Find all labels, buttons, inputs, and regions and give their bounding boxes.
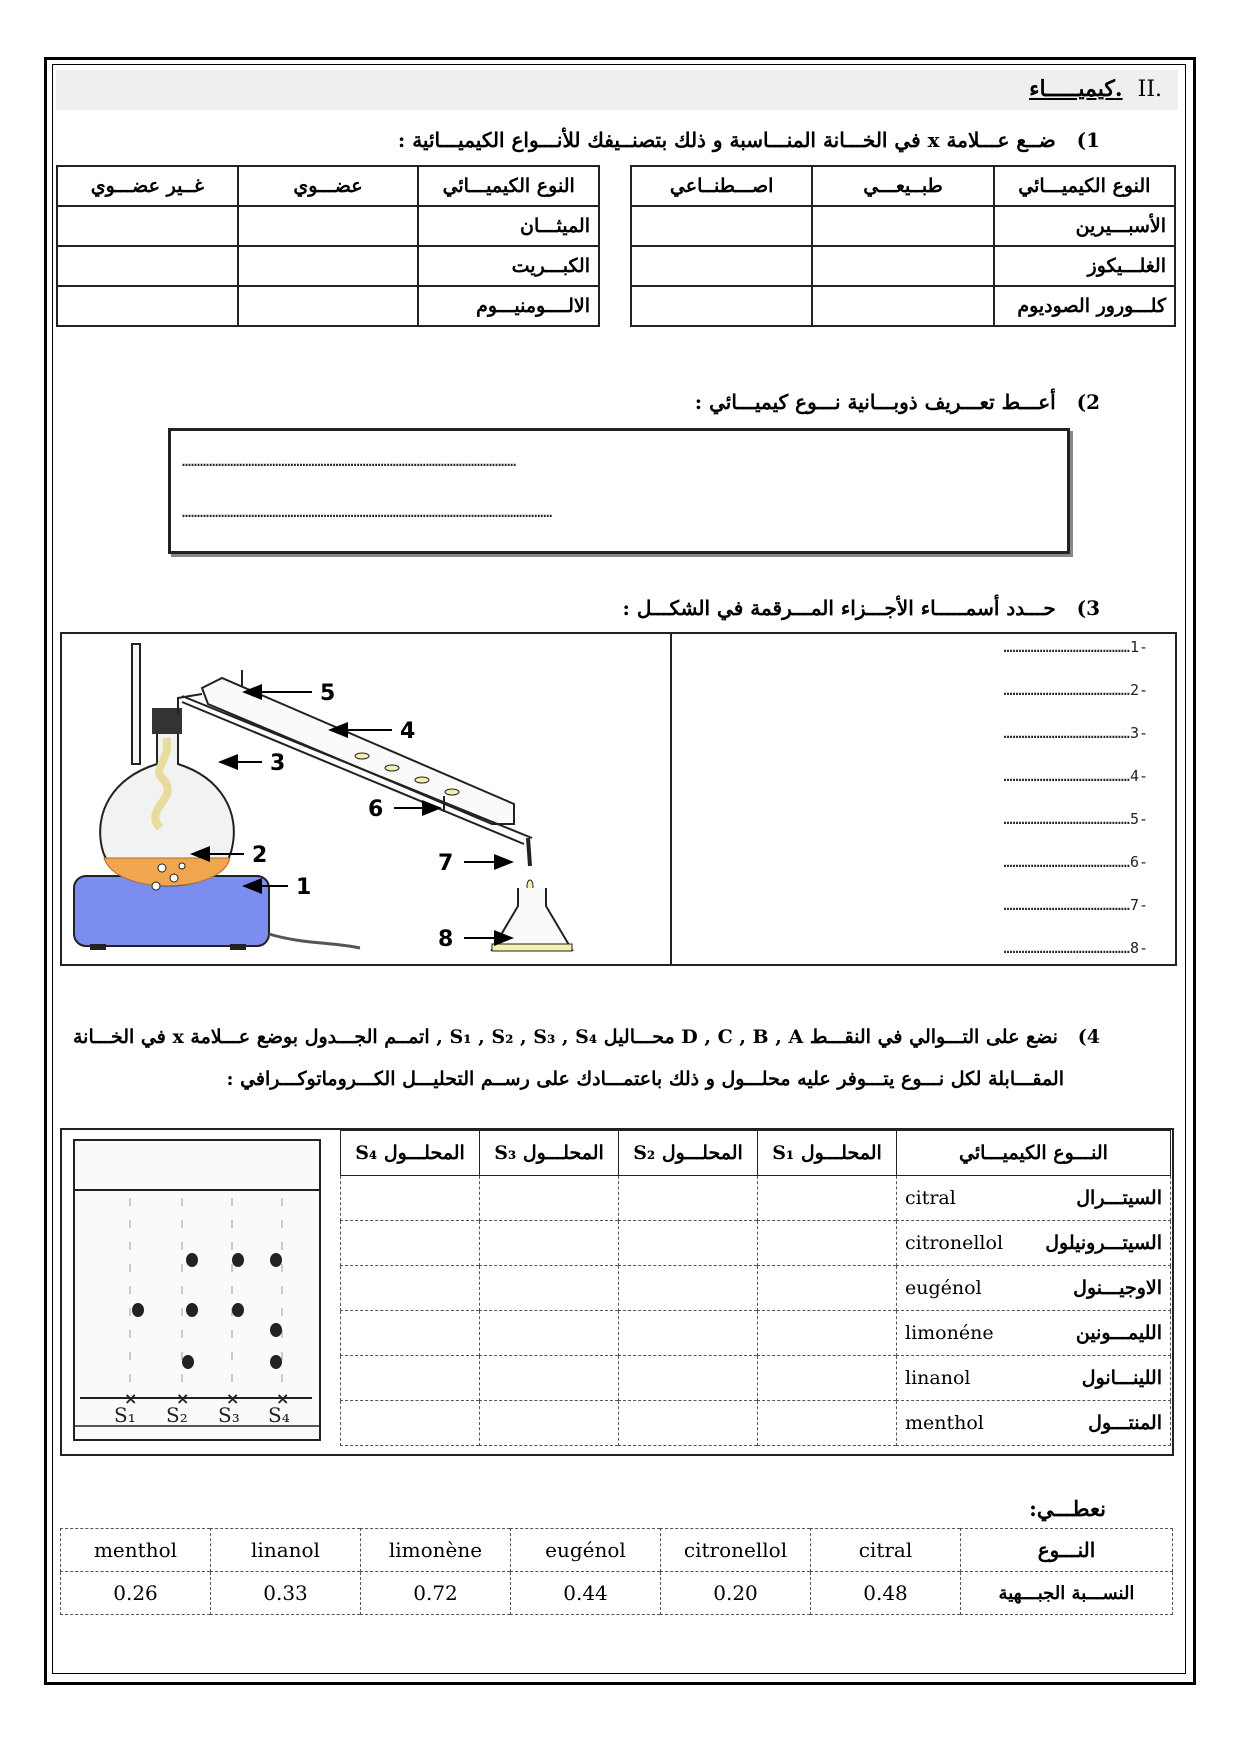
species-name: الالــــومنيـــوم	[418, 286, 599, 326]
answer-cell[interactable]	[341, 1401, 480, 1446]
spot-s4	[270, 1323, 282, 1337]
species-cell: citronellol	[661, 1529, 811, 1572]
deposit-mark: ×	[124, 1389, 138, 1408]
distillation-apparatus	[72, 638, 662, 960]
species-ar: الاوجيـــنول	[1073, 1277, 1162, 1299]
heater-foot	[230, 944, 246, 950]
answer-cell[interactable]	[631, 286, 812, 326]
label-8: 8	[438, 927, 454, 952]
answer-cell[interactable]	[619, 1266, 758, 1311]
header-cell: المحلـــول S₃	[480, 1131, 619, 1176]
bubble	[179, 863, 185, 869]
q3-number: 3)	[1076, 596, 1100, 620]
answer-cell[interactable]	[480, 1176, 619, 1221]
section-header-bar	[56, 70, 1178, 110]
rf-value: 0.72	[361, 1572, 511, 1615]
section-title-text: كيميـــــاء.	[1029, 76, 1123, 102]
answer-cell[interactable]	[758, 1311, 897, 1356]
species-ar: السيتـــرونيلول	[1045, 1232, 1162, 1254]
spot-s2	[186, 1253, 198, 1267]
answer-cell[interactable]	[619, 1401, 758, 1446]
deposit-mark: ×	[226, 1389, 240, 1408]
q3-divider	[670, 632, 672, 964]
answer-cell[interactable]	[812, 246, 993, 286]
answer-cell[interactable]	[619, 1221, 758, 1266]
answer-cell[interactable]	[631, 246, 812, 286]
q2-answer-line-1[interactable]: …………………………………………………………………………………………………	[182, 452, 517, 470]
heater-cable	[269, 934, 360, 948]
answer-cell[interactable]	[758, 1401, 897, 1446]
species-latin: menthol	[905, 1412, 984, 1434]
species-name: كلـــورور الصوديوم	[994, 286, 1175, 326]
given-title: نعطـــي:	[1029, 1496, 1106, 1521]
q1-number: 1)	[1076, 128, 1100, 152]
header-cell: المحلـــول S₂	[619, 1131, 758, 1176]
species-latin: citronellol	[905, 1232, 1004, 1254]
rf-value: 0.44	[511, 1572, 661, 1615]
spot-s1	[132, 1303, 144, 1317]
answer-cell[interactable]	[812, 286, 993, 326]
answer-line[interactable]: -2……………………………………	[1003, 681, 1148, 699]
header-cell: النـــوع الكيميـــائي	[897, 1131, 1171, 1176]
answer-cell[interactable]	[480, 1311, 619, 1356]
species-cell: citral	[811, 1529, 961, 1572]
answer-cell[interactable]	[758, 1356, 897, 1401]
answer-line[interactable]: -7……………………………………	[1003, 896, 1148, 914]
spot-s2	[182, 1355, 194, 1369]
q4-prompt-line-1	[73, 1026, 1100, 1048]
answer-cell[interactable]	[238, 286, 419, 326]
answer-cell[interactable]	[341, 1311, 480, 1356]
distillate-drop	[355, 753, 369, 759]
answer-line[interactable]: -5……………………………………	[1003, 810, 1148, 828]
lane-label-s3: S₃	[218, 1403, 240, 1427]
distillate	[492, 944, 572, 951]
outlet-tube	[528, 838, 530, 866]
q4-number: 4)	[1077, 1026, 1100, 1048]
row-label: النـــوع	[961, 1529, 1173, 1572]
answer-line[interactable]: -1……………………………………	[1003, 638, 1148, 656]
deposit-mark: ×	[276, 1389, 290, 1408]
distillate-drop	[415, 777, 429, 783]
bubble	[152, 882, 160, 890]
species-ar: السيتـــرال	[1076, 1187, 1162, 1209]
label-6: 6	[368, 797, 384, 822]
spot-s2	[186, 1303, 198, 1317]
distillate-drop	[385, 765, 399, 771]
q1-table-natural-synthetic	[630, 165, 1176, 327]
thermometer	[132, 644, 140, 764]
condenser	[202, 678, 514, 824]
species-cell	[897, 1266, 1171, 1311]
header-cell: النوع الكيميـــائي	[994, 166, 1175, 206]
answer-cell[interactable]	[619, 1311, 758, 1356]
q3-text: حـــدد أسمـــــاء الأجـــزاء المـــرقمة في الشكـــل :	[622, 596, 1056, 620]
q4-prompt-line-2: المقـــابلة لكل نـــوع يتـــوفر عليه محلـــول و ذلك باعتمـــادك على رســم التحليـــل الكـــروماتوكـــرافي :	[226, 1068, 1064, 1090]
q1-table-organic-inorganic	[56, 165, 600, 327]
species-cell	[897, 1401, 1171, 1446]
q2-number: 2)	[1076, 390, 1100, 414]
label-2: 2	[252, 843, 268, 868]
header-cell: المحلـــول S₁	[758, 1131, 897, 1176]
label-4: 4	[400, 719, 416, 744]
rf-value: 0.26	[61, 1572, 211, 1615]
answer-cell[interactable]	[480, 1266, 619, 1311]
distillate-drop	[445, 789, 459, 795]
q1-prompt	[398, 128, 1100, 152]
lane-label-s4: S₄	[268, 1403, 290, 1427]
answer-cell[interactable]	[812, 206, 993, 246]
lane-label-s2: S₂	[166, 1403, 188, 1427]
row-label: النســـبة الجبـــهية	[961, 1572, 1173, 1615]
label-5: 5	[320, 681, 336, 706]
label-7: 7	[438, 851, 454, 876]
answer-cell[interactable]	[480, 1221, 619, 1266]
lane-label-s1: S₁	[114, 1403, 136, 1427]
species-cell	[897, 1221, 1171, 1266]
answer-cell[interactable]	[480, 1401, 619, 1446]
answer-cell[interactable]	[631, 206, 812, 246]
q3-prompt	[622, 596, 1100, 620]
heater-foot	[90, 944, 106, 950]
species-name: الكبـــريت	[418, 246, 599, 286]
label-3: 3	[270, 751, 286, 776]
species-latin: linanol	[905, 1367, 971, 1389]
header-cell: النوع الكيميـــائي	[418, 166, 599, 206]
answer-cell[interactable]	[341, 1176, 480, 1221]
species-cell: eugénol	[511, 1529, 661, 1572]
q2-answer-box[interactable]	[168, 428, 1070, 554]
rf-value: 0.48	[811, 1572, 961, 1615]
label-1: 1	[296, 875, 312, 900]
header-cell: عضـــوي	[238, 166, 419, 206]
q4-text-1: نضع على التـــوالي في النقـــط D , C , B , A محـــاليل S₁ , S₂ , S₃ , S₄ , اتمــم الجـــدول بوضع عـــلامة x في الخـــانة	[72, 1026, 1058, 1048]
answer-cell[interactable]	[341, 1356, 480, 1401]
deposit-mark: ×	[176, 1389, 190, 1408]
answer-line[interactable]: -3……………………………………	[1003, 724, 1148, 742]
spot-s4	[270, 1253, 282, 1267]
erlenmeyer-flask	[492, 888, 572, 950]
q2-prompt	[695, 390, 1100, 414]
spot-s3	[232, 1303, 244, 1317]
species-latin: eugénol	[905, 1277, 982, 1299]
answer-cell[interactable]	[57, 286, 238, 326]
answer-cell[interactable]	[619, 1176, 758, 1221]
header-cell: اصـــطنــاعي	[631, 166, 812, 206]
answer-cell[interactable]	[341, 1221, 480, 1266]
answer-cell[interactable]	[619, 1356, 758, 1401]
q3-answer-lines	[768, 638, 1148, 982]
rf-value: 0.20	[661, 1572, 811, 1615]
q2-answer-line-2[interactable]: ……………………………………………………………………………………………………………	[182, 503, 553, 521]
section-number: II.	[1137, 77, 1162, 102]
rf-value: 0.33	[211, 1572, 361, 1615]
species-name: الغلـــيكوز	[994, 246, 1175, 286]
answer-cell[interactable]	[57, 246, 238, 286]
species-cell	[897, 1176, 1171, 1221]
species-cell: menthol	[61, 1529, 211, 1572]
spot-s3	[232, 1253, 244, 1267]
header-cell: المحلـــول S₄	[341, 1131, 480, 1176]
answer-cell[interactable]	[758, 1266, 897, 1311]
q4-table	[340, 1130, 1171, 1446]
bubble	[170, 874, 178, 882]
species-latin: citral	[905, 1187, 956, 1209]
species-ar: الليمـــونين	[1075, 1322, 1162, 1344]
chromatogram-plate	[72, 1138, 328, 1446]
species-ar: اللينـــانول	[1081, 1367, 1162, 1389]
section-title	[1029, 76, 1162, 102]
species-cell: limonène	[361, 1529, 511, 1572]
species-ar: المنتـــول	[1088, 1412, 1162, 1434]
species-latin: limonéne	[905, 1322, 994, 1344]
q2-text: أعـــط تعـــريف ذوبـــانية نـــوع كيميـــائي :	[694, 390, 1056, 414]
answer-cell[interactable]	[758, 1221, 897, 1266]
species-cell	[897, 1311, 1171, 1356]
answer-cell[interactable]	[57, 206, 238, 246]
answer-cell[interactable]	[238, 246, 419, 286]
spot-s4	[270, 1355, 282, 1369]
answer-cell[interactable]	[480, 1356, 619, 1401]
answer-line[interactable]: -4……………………………………	[1003, 767, 1148, 785]
answer-line[interactable]: -8……………………………………	[1003, 939, 1148, 957]
answer-cell[interactable]	[341, 1266, 480, 1311]
answer-line[interactable]: -6……………………………………	[1003, 853, 1148, 871]
header-cell: غــير عضـــوي	[57, 166, 238, 206]
rf-table	[60, 1528, 1173, 1615]
inner-tube	[182, 696, 532, 838]
species-name: الميثـــان	[418, 206, 599, 246]
species-cell: linanol	[211, 1529, 361, 1572]
bubble	[158, 864, 166, 872]
answer-cell[interactable]	[238, 206, 419, 246]
species-cell	[897, 1356, 1171, 1401]
header-cell: طبــيعـــي	[812, 166, 993, 206]
heater	[74, 876, 269, 946]
q1-text: ضــع عـــلامة x في الخـــانة المنـــاسبة و ذلك بتصنــيفك للأنـــواع الكيميـــائية :	[397, 128, 1056, 152]
species-name: الأسبـــيرين	[994, 206, 1175, 246]
answer-cell[interactable]	[758, 1176, 897, 1221]
